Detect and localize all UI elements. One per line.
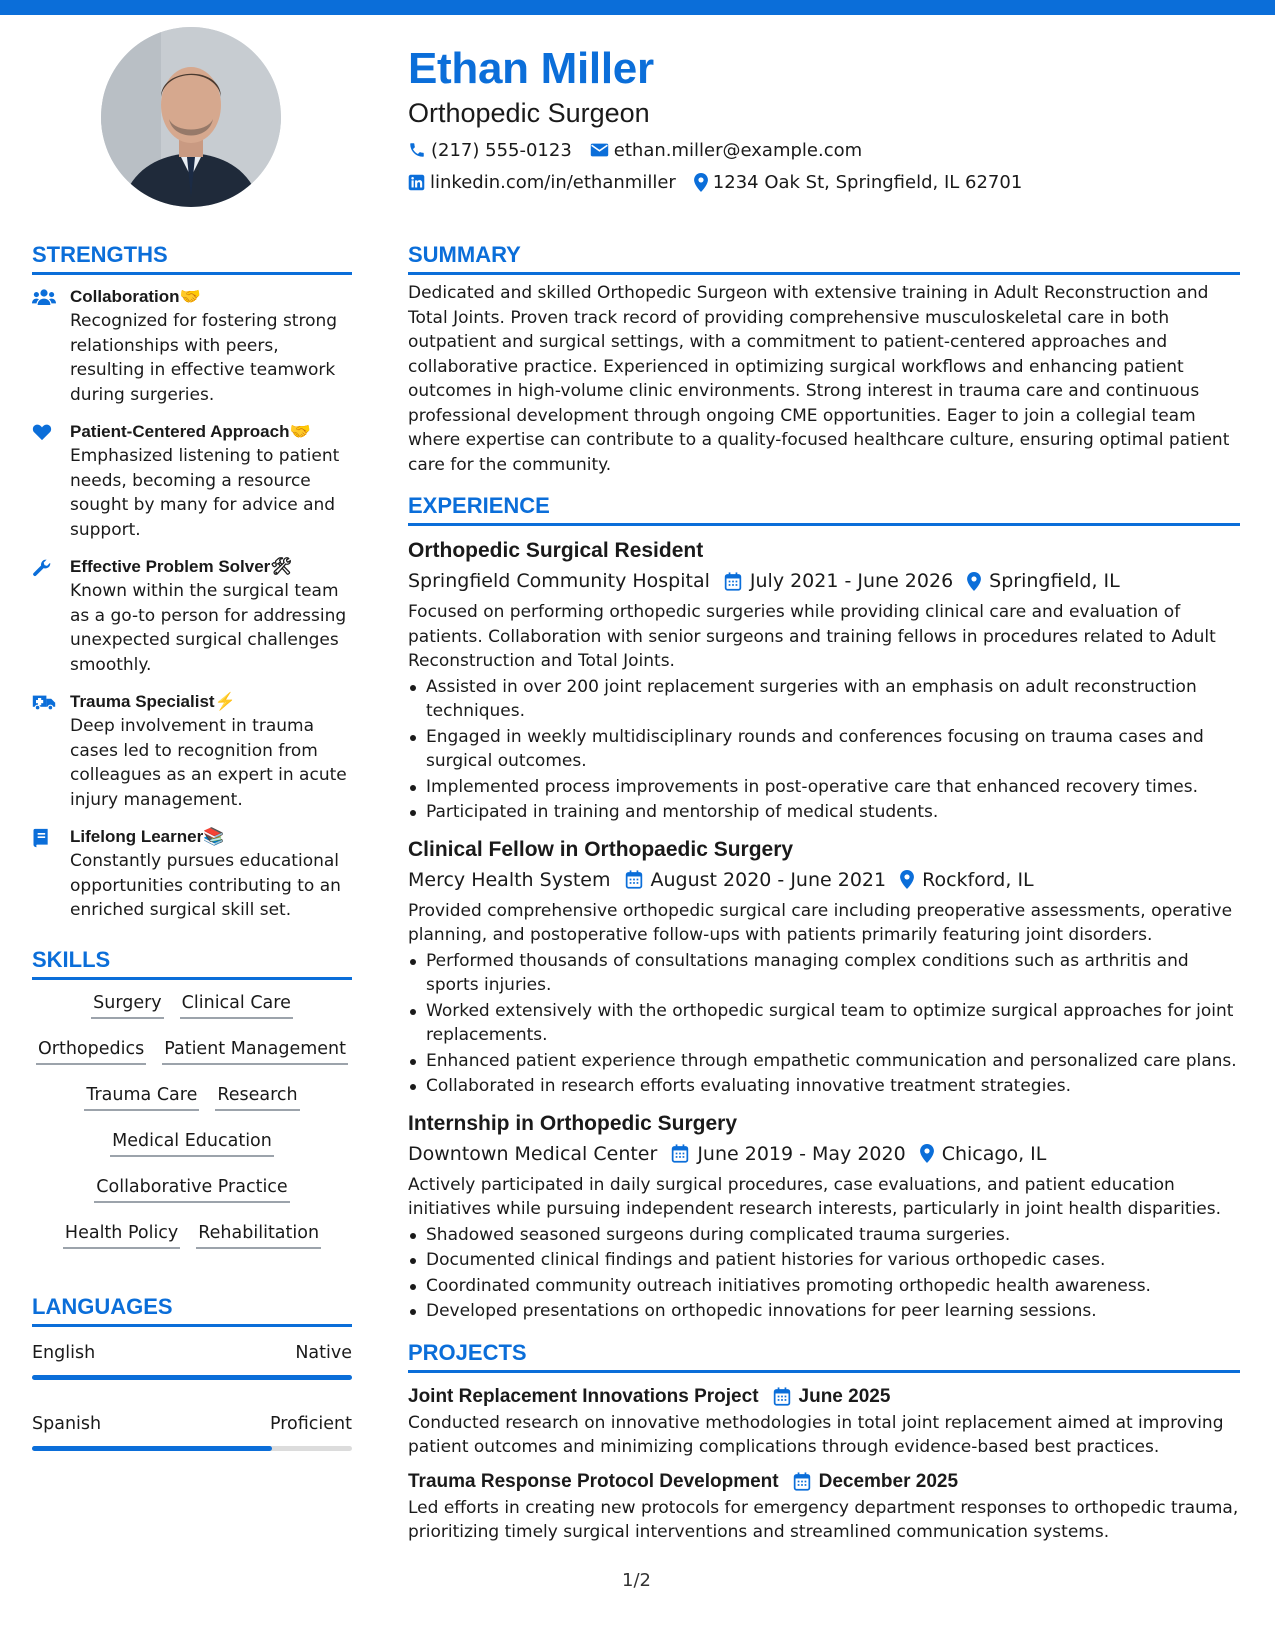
strengths-heading: STRENGTHS	[32, 240, 352, 275]
phone-contact[interactable]	[408, 140, 572, 161]
job-bullets	[408, 1223, 1240, 1324]
address-contact	[694, 172, 1023, 193]
skill-tag: Health Policy	[63, 1220, 180, 1249]
job-title: Orthopedic Surgical Resident	[408, 539, 704, 562]
job-title: Clinical Fellow in Orthopaedic Surgery	[408, 837, 794, 861]
summary-heading: SUMMARY	[408, 240, 1240, 275]
candidate-name: Ethan Miller	[408, 44, 654, 93]
job-bullet: Enhanced patient experience through empathetic communication and personalized care plans.	[408, 1049, 1240, 1074]
strength-title: Effective Problem Solver	[70, 557, 271, 576]
job-organization: Downtown Medical Center	[408, 1142, 658, 1165]
skill-tag: Collaborative Practice	[94, 1174, 289, 1203]
page-number: 1/2	[622, 1570, 651, 1591]
language-level-bar	[32, 1446, 352, 1451]
project-date: December 2025	[818, 1470, 959, 1492]
handshake-emoji: 🤝	[289, 422, 311, 441]
strength-description: Emphasized listening to patient needs, becoming a resource sought by many for advice and support.	[70, 446, 340, 540]
strength-item	[32, 555, 352, 677]
map-pin-icon	[920, 1144, 934, 1163]
job-dates	[625, 865, 887, 895]
candidate-role: Orthopedic Surgeon	[408, 98, 650, 128]
job-bullet: Collaborated in research efforts evaluating innovative treatment strategies.	[408, 1074, 1240, 1099]
job-organization: Mercy Health System	[408, 868, 611, 891]
skill-tag: Orthopedics	[36, 1036, 146, 1065]
skill-tag: Surgery	[91, 990, 164, 1019]
job-title: Internship in Orthopedic Surgery	[408, 1111, 738, 1135]
job-entry	[408, 1109, 1240, 1324]
language-level: Native	[295, 1342, 352, 1363]
job-description: Provided comprehensive orthopedic surgical care including preoperative assessments, operative planning, and postoperative follow-ups with patients primarily featuring joint disorders.	[408, 900, 1233, 945]
skills-list	[32, 990, 352, 1266]
skills-heading: SKILLS	[32, 945, 352, 980]
contact-row-1	[408, 138, 1248, 162]
job-bullet: Developed presentations on orthopedic innovations for peer learning sessions.	[408, 1299, 1240, 1324]
job-entry	[408, 835, 1240, 1099]
job-bullet: Documented clinical findings and patient histories for various orthopedic cases.	[408, 1248, 1240, 1273]
wrench-icon	[32, 558, 52, 578]
strength-description: Known within the surgical team as a go-to person for addressing unexpected surgical challenges smoothly.	[70, 581, 347, 675]
calendar-icon	[724, 572, 742, 591]
job-location-text: Springfield, IL	[989, 570, 1120, 592]
job-bullet: Performed thousands of consultations managing complex conditions such as arthritis and sports injuries.	[408, 949, 1240, 998]
calendar-icon	[671, 1144, 689, 1163]
language-level-fill	[32, 1446, 272, 1451]
strength-title: Lifelong Learner	[70, 827, 204, 846]
tools-emoji: 🛠	[270, 557, 292, 576]
linkedin-icon	[408, 174, 425, 191]
email-text: ethan.miller@example.com	[613, 139, 863, 161]
strength-description: Deep involvement in trauma cases led to recognition from colleagues as an expert in acute injury management.	[70, 716, 347, 810]
projects-heading: PROJECTS	[408, 1338, 1240, 1373]
job-meta	[408, 566, 1240, 596]
job-meta	[408, 1139, 1240, 1169]
strength-title: Patient-Centered Approach	[70, 422, 290, 441]
ambulance-icon	[32, 693, 56, 711]
resume-header	[408, 44, 1248, 194]
project-title: Joint Replacement Innovations Project	[408, 1385, 759, 1407]
calendar-icon	[773, 1387, 791, 1406]
language-item	[32, 1412, 352, 1451]
lightning-emoji: ⚡	[214, 692, 236, 711]
calendar-icon	[793, 1472, 811, 1491]
job-location	[967, 566, 1120, 596]
strength-item	[32, 420, 352, 542]
strength-item	[32, 825, 352, 923]
job-location	[920, 1139, 1047, 1169]
profile-photo	[101, 27, 281, 207]
left-column	[32, 240, 352, 1483]
email-contact[interactable]	[590, 140, 862, 161]
handshake-emoji: 🤝	[179, 287, 201, 306]
job-bullet: Coordinated community outreach initiatives promoting orthopedic health awareness.	[408, 1274, 1240, 1299]
books-emoji: 📚	[203, 827, 225, 846]
job-location-text: Rockford, IL	[922, 868, 1034, 891]
users-icon	[32, 288, 56, 306]
job-organization: Springfield Community Hospital	[408, 570, 710, 592]
job-bullet: Implemented process improvements in post-operative care that enhanced recovery times.	[408, 775, 1240, 800]
language-level-fill	[32, 1375, 352, 1380]
job-description: Focused on performing orthopedic surgeries while providing clinical care and evaluation of patients. Collaboration with senior surgeons and training fellows in procedures related to Adult Reconstruction and Total Joints.	[408, 602, 1216, 671]
phone-text: (217) 555-0123	[431, 139, 572, 161]
top-accent-bar	[0, 0, 1275, 15]
strength-title: Trauma Specialist	[70, 692, 215, 711]
job-bullet: Engaged in weekly multidisciplinary rounds and conferences focusing on trauma cases and surgical outcomes.	[408, 725, 1240, 774]
job-dates	[724, 566, 953, 596]
book-icon	[32, 828, 50, 848]
strength-title: Collaboration	[70, 287, 180, 306]
project-entry	[408, 1383, 1240, 1460]
project-header	[408, 1383, 1240, 1411]
linkedin-contact[interactable]	[408, 172, 676, 193]
language-name: Spanish	[32, 1413, 102, 1434]
strength-description: Recognized for fostering strong relationships with peers, resulting in effective teamwork during surgeries.	[70, 311, 338, 405]
project-header	[408, 1468, 1240, 1496]
strength-description: Constantly pursues educational opportunities contributing to an enriched surgical skill set.	[70, 851, 341, 920]
job-bullet: Shadowed seasoned surgeons during complicated trauma surgeries.	[408, 1223, 1240, 1248]
job-dates-text: June 2019 - May 2020	[697, 1142, 906, 1165]
job-description: Actively participated in daily surgical procedures, case evaluations, and patient education initiatives while pursuing independent research interests, particularly in joint health disparities.	[408, 1174, 1221, 1219]
skill-tag: Clinical Care	[180, 990, 293, 1019]
job-dates-text: July 2021 - June 2026	[749, 570, 954, 592]
job-bullets	[408, 675, 1240, 825]
job-entry	[408, 536, 1240, 825]
skill-tag: Trauma Care	[84, 1082, 199, 1111]
languages-list	[32, 1341, 352, 1451]
project-description: Conducted research on innovative methodologies in total joint replacement aimed at improving patient outcomes and minimizing complications through evidence-based best practices.	[408, 1412, 1224, 1457]
language-name: English	[32, 1342, 96, 1363]
job-bullet: Worked extensively with the orthopedic surgical team to optimize surgical approaches for joint replacements.	[408, 999, 1240, 1048]
profile-photo-illustration	[101, 27, 281, 207]
skill-tag: Patient Management	[162, 1036, 348, 1065]
map-pin-icon	[900, 870, 914, 889]
language-level-bar	[32, 1375, 352, 1380]
summary-text: Dedicated and skilled Orthopedic Surgeon with extensive training in Adult Reconstruction and Total Joints. Proven track record of providing comprehensive musculoskeletal care in both outpatient and surgical settings, with a commitment to patient-centered approaches and collaborative practice. Experienced in optimizing surgical workflows and enhancing patient outcomes in high-volume clinic environments. Strong interest in trauma care and continuous professional development through ongoing CME opportunities. Eager to join a collegial team where expertise can contribute to a quality-focused healthcare culture, ensuring optimal patient care for the community.	[408, 283, 1230, 475]
languages-heading: LANGUAGES	[32, 1292, 352, 1327]
job-meta	[408, 865, 1240, 895]
linkedin-text: linkedin.com/in/ethanmiller	[430, 171, 676, 193]
project-description: Led efforts in creating new protocols for emergency department responses to orthopedic trauma, prioritizing timely surgical interventions and streamlined communication systems.	[408, 1497, 1239, 1542]
strength-item	[32, 690, 352, 812]
job-dates-text: August 2020 - June 2021	[650, 868, 887, 891]
job-location	[900, 865, 1034, 895]
skill-tag: Medical Education	[110, 1128, 274, 1157]
job-dates	[671, 1139, 905, 1169]
strength-item	[32, 285, 352, 407]
job-bullet: Participated in training and mentorship of medical students.	[408, 800, 1240, 825]
heart-icon	[32, 423, 52, 441]
phone-icon	[408, 141, 426, 159]
language-item	[32, 1341, 352, 1380]
job-location-text: Chicago, IL	[941, 1142, 1047, 1165]
map-pin-icon	[694, 173, 708, 192]
skill-tag: Research	[215, 1082, 299, 1111]
right-column	[408, 240, 1240, 1545]
calendar-icon	[625, 870, 643, 889]
project-date: June 2025	[798, 1385, 891, 1407]
experience-heading: EXPERIENCE	[408, 491, 1240, 526]
map-pin-icon	[967, 572, 981, 591]
project-title: Trauma Response Protocol Development	[408, 1470, 779, 1492]
contact-row-2	[408, 170, 1248, 194]
project-entry	[408, 1468, 1240, 1545]
address-text: 1234 Oak St, Springfield, IL 62701	[712, 171, 1023, 193]
job-bullets	[408, 949, 1240, 1099]
language-level: Proficient	[270, 1413, 352, 1434]
job-bullet: Assisted in over 200 joint replacement surgeries with an emphasis on adult reconstruction techniques.	[408, 675, 1240, 724]
envelope-icon	[590, 142, 609, 158]
skill-tag: Rehabilitation	[196, 1220, 321, 1249]
